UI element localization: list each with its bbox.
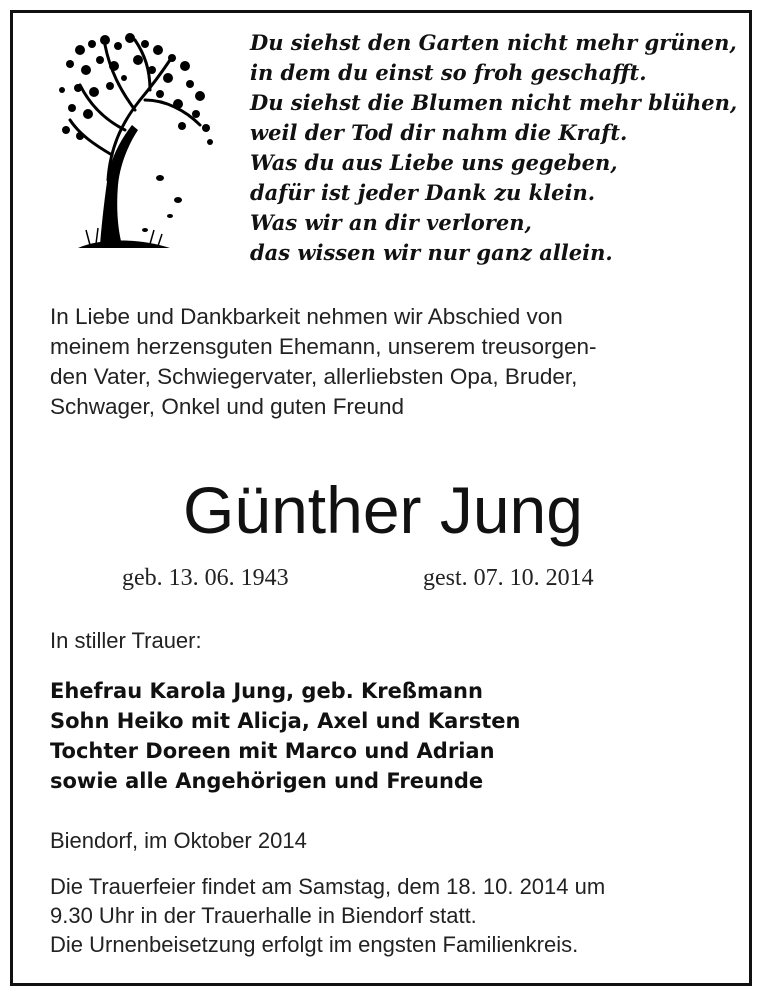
memorial-poem (250, 28, 738, 268)
birth-date: geb. 13. 06. 1943 (122, 565, 289, 591)
poem-line: dafür ist jeder Dank zu klein. (250, 180, 596, 205)
funeral-line: Die Trauerfeier findet am Samstag, dem 18. 10. 2014 um (50, 874, 606, 899)
funeral-info (50, 872, 730, 959)
farewell-text (50, 302, 720, 422)
place-and-date: Biendorf, im Oktober 2014 (50, 828, 307, 853)
deceased-name: Günther Jung (183, 473, 583, 547)
poem-line: Was du aus Liebe uns gegeben, (250, 150, 618, 175)
funeral-line: Die Urnenbeisetzung erfolgt im engsten Familienkreis. (50, 932, 579, 957)
poem-line: das wissen wir nur ganz allein. (250, 240, 613, 265)
farewell-line: den Vater, Schwiegervater, allerliebsten Opa, Bruder, (50, 364, 578, 389)
farewell-line: In Liebe und Dankbarkeit nehmen wir Abschied von (50, 304, 563, 329)
mourners-list (50, 676, 730, 796)
farewell-line: Schwager, Onkel und guten Freund (50, 394, 404, 419)
poem-line: Du siehst den Garten nicht mehr grünen, (250, 30, 737, 55)
poem-line: in dem du einst so froh geschafft. (250, 60, 647, 85)
funeral-line: 9.30 Uhr in der Trauerhalle in Biendorf statt. (50, 903, 477, 928)
poem-line: weil der Tod dir nahm die Kraft. (250, 120, 628, 145)
tree-silhouette-icon (50, 30, 220, 260)
death-date: gest. 07. 10. 2014 (423, 565, 594, 591)
mourner-line: Tochter Doreen mit Marco und Adrian (50, 739, 495, 763)
poem-line: Was wir an dir verloren, (250, 210, 532, 235)
mourner-line: sowie alle Angehörigen und Freunde (50, 769, 484, 793)
mourner-line: Sohn Heiko mit Alicja, Axel und Karsten (50, 709, 521, 733)
poem-line: Du siehst die Blumen nicht mehr blühen, (250, 90, 738, 115)
farewell-line: meinem herzensguten Ehemann, unserem treusorgen- (50, 334, 597, 359)
mourning-title: In stiller Trauer: (50, 628, 202, 653)
mourner-line: Ehefrau Karola Jung, geb. Kreßmann (50, 679, 483, 703)
